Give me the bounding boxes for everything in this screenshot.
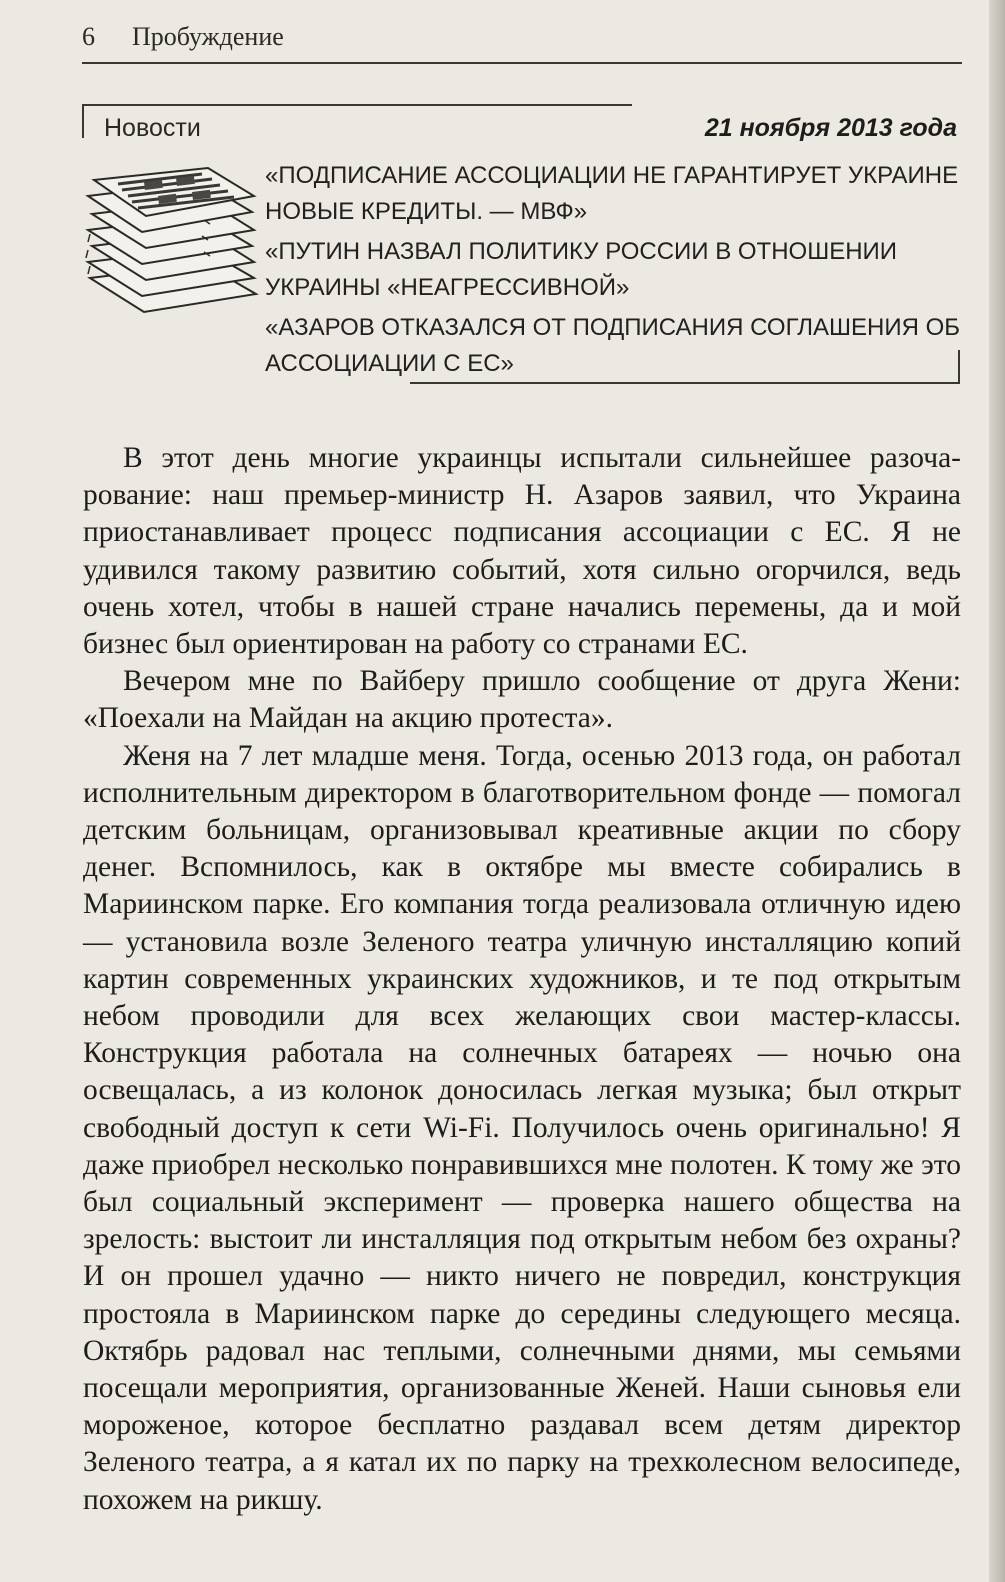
news-label: Новости [104,114,201,142]
page-number: 6 [82,22,95,51]
page-edge-shadow [989,0,1005,1582]
headline-list [265,158,965,386]
chapter-title: Пробуждение [132,22,284,51]
headline: «АЗАРОВ ОТКАЗАЛСЯ ОТ ПОДПИСАНИЯ СОГЛАШЕНИЯ ОБ АССОЦИАЦИИ С ЕС» [265,314,960,377]
header-rule [82,62,962,64]
news-date: 21 ноября 2013 года [704,114,957,142]
body-text [83,440,961,1519]
headline: «ПУТИН НАЗВАЛ ПОЛИТИКУ РОССИИ В ОТНОШЕНИИ УКРАИНЫ «НЕАГРЕССИВНОЙ» [265,238,898,301]
running-head [82,22,962,52]
body-paragraph: В этот день многие украинцы испытали сильнейшее разочарование: наш премьер-министр Н. Азаров заявил, что Украина приостанавливает процесс подписания ассоциации с ЕС. Я не удивился такому развитию событий, хотя сильно огорчился, ведь очень хотел, чтобы в нашей стране начались перемены, да и мой бизнес был ориентирован на работу со странами ЕС. [83,442,961,661]
body-paragraph: Вечером мне по Вайберу пришло сообщение от друга Жени: «Поехали на Майдан на акцию протеста». [83,665,961,735]
news-frame-top [82,104,632,106]
news-frame-left [82,104,84,138]
body-paragraph: Женя на 7 лет младше меня. Тогда, осенью 2013 года, он работал исполнительным директором в благотворительном фонде — помогал детским больницам, организовывал креативные акции по сбору денег. Вспомнилось, как в октябре мы вместе собирались в Мариинском парке. Его компания тогда реализовала отличную идею — установила возле Зеленого театра уличную инсталляцию копий картин современных украинских художников, и те под открытым небом проводили для всех желающих свои мастер-классы. Конструкция работала на солнечных батареях — ночью она освещалась, а из колонок доносилась легкая музыка; был открыт свободный доступ к сети Wi-Fi. Получилось очень оригинально! Я даже приобрел несколько понравившихся мне полотен. К тому же это был социальный эксперимент — проверка нашего общества на зрелость: выстоит ли инсталляция под открытым небом без охраны? И он прошел удачно — никто ничего не повредил, конструкция простояла в Мариинском парке до середины следующего месяца. Октябрь радовал нас теплыми, солнечными днями, мы семьями посещали мероприятия, организованные Женей. Наши сыновья ели мороженое, которое бесплатно раздавал всем детям директор Зеленого театра, а я катал их по парку на трехколесном велосипеде, похожем на рикшу. [83,739,961,1516]
newspaper-stack-icon [84,166,260,316]
headline: «ПОДПИСАНИЕ АССОЦИАЦИИ НЕ ГАРАНТИРУЕТ УКРАИНЕ НОВЫЕ КРЕДИТЫ. — МВФ» [265,162,959,225]
